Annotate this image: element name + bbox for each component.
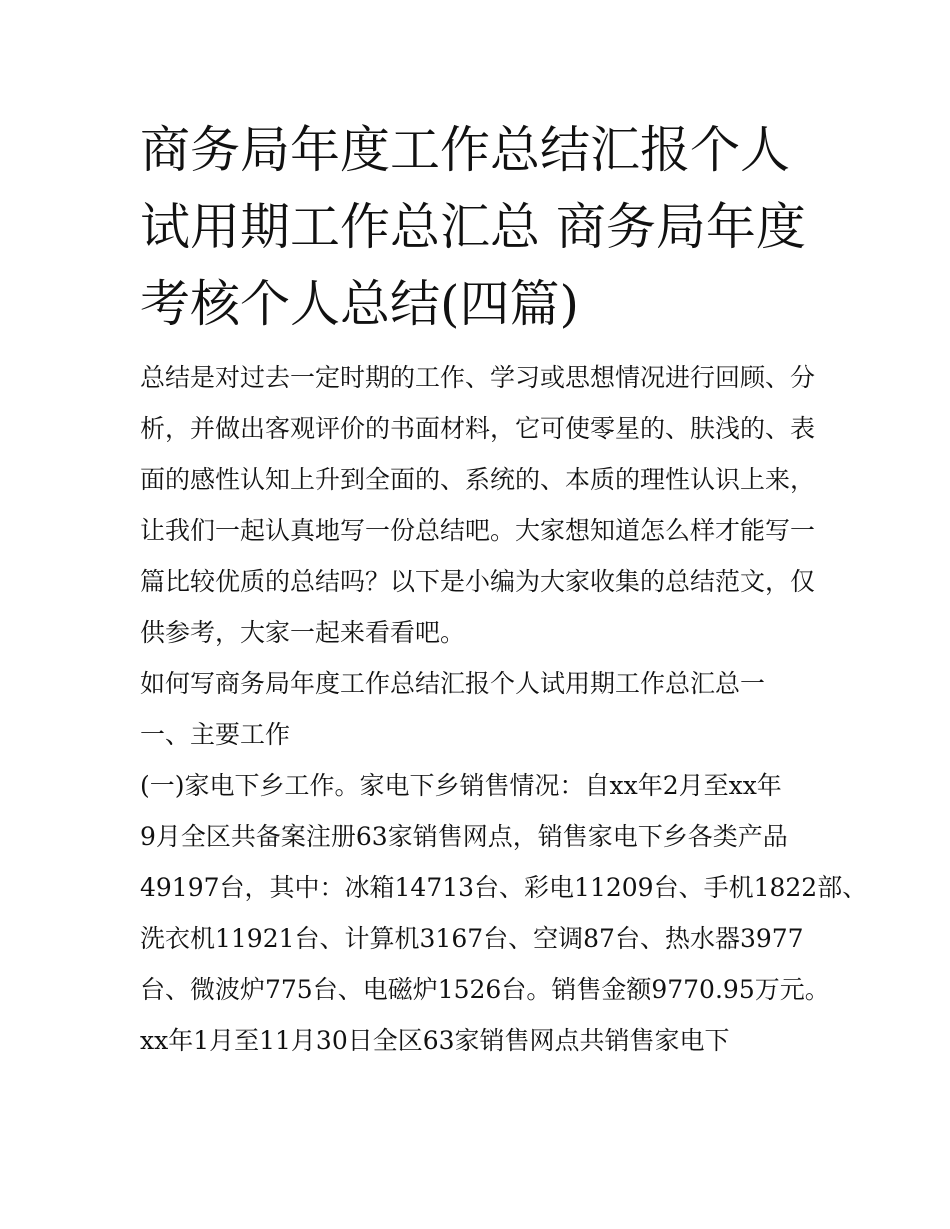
- body-line: 总结是对过去一定时期的工作、学习或思想情况进行回顾、分: [140, 363, 816, 392]
- body-line: 9月全区共备案注册63家销售网点，销售家电下乡各类产品: [140, 822, 788, 851]
- document-body: [140, 352, 868, 1066]
- body-line: (一)家电下乡工作。家电下乡销售情况：自xx年2月至xx年: [140, 771, 782, 800]
- body-line: 49197台，其中：冰箱14713台、彩电11209台、手机1822部、: [140, 873, 868, 902]
- body-line: 篇比较优质的总结吗？以下是小编为大家收集的总结范文，仅: [140, 567, 816, 596]
- title-line-3: 考核个人总结(四篇): [140, 275, 580, 333]
- body-line: xx年1月至11月30日全区63家销售网点共销售家电下: [140, 1026, 730, 1055]
- body-line: 面的感性认知上升到全面的、系统的、本质的理性认识上来，: [140, 465, 816, 494]
- title-line-2: 试用期工作总汇总 商务局年度: [140, 198, 806, 256]
- body-line: 让我们一起认真地写一份总结吧。大家想知道怎么样才能写一: [140, 516, 816, 545]
- body-line: 台、微波炉775台、电磁炉1526台。销售金额9770.95万元。: [140, 975, 830, 1004]
- body-line: 析，并做出客观评价的书面材料，它可使零星的、肤浅的、表: [140, 414, 816, 443]
- section-heading: 如何写商务局年度工作总结汇报个人试用期工作总汇总一: [140, 669, 766, 698]
- body-line: 洗衣机11921台、计算机3167台、空调87台、热水器3977: [140, 924, 804, 953]
- title-line-1: 商务局年度工作总结汇报个人: [140, 121, 790, 179]
- document-title: [140, 112, 820, 343]
- body-line: 供参考，大家一起来看看吧。: [140, 618, 466, 647]
- subsection-heading: 一、主要工作: [140, 720, 291, 749]
